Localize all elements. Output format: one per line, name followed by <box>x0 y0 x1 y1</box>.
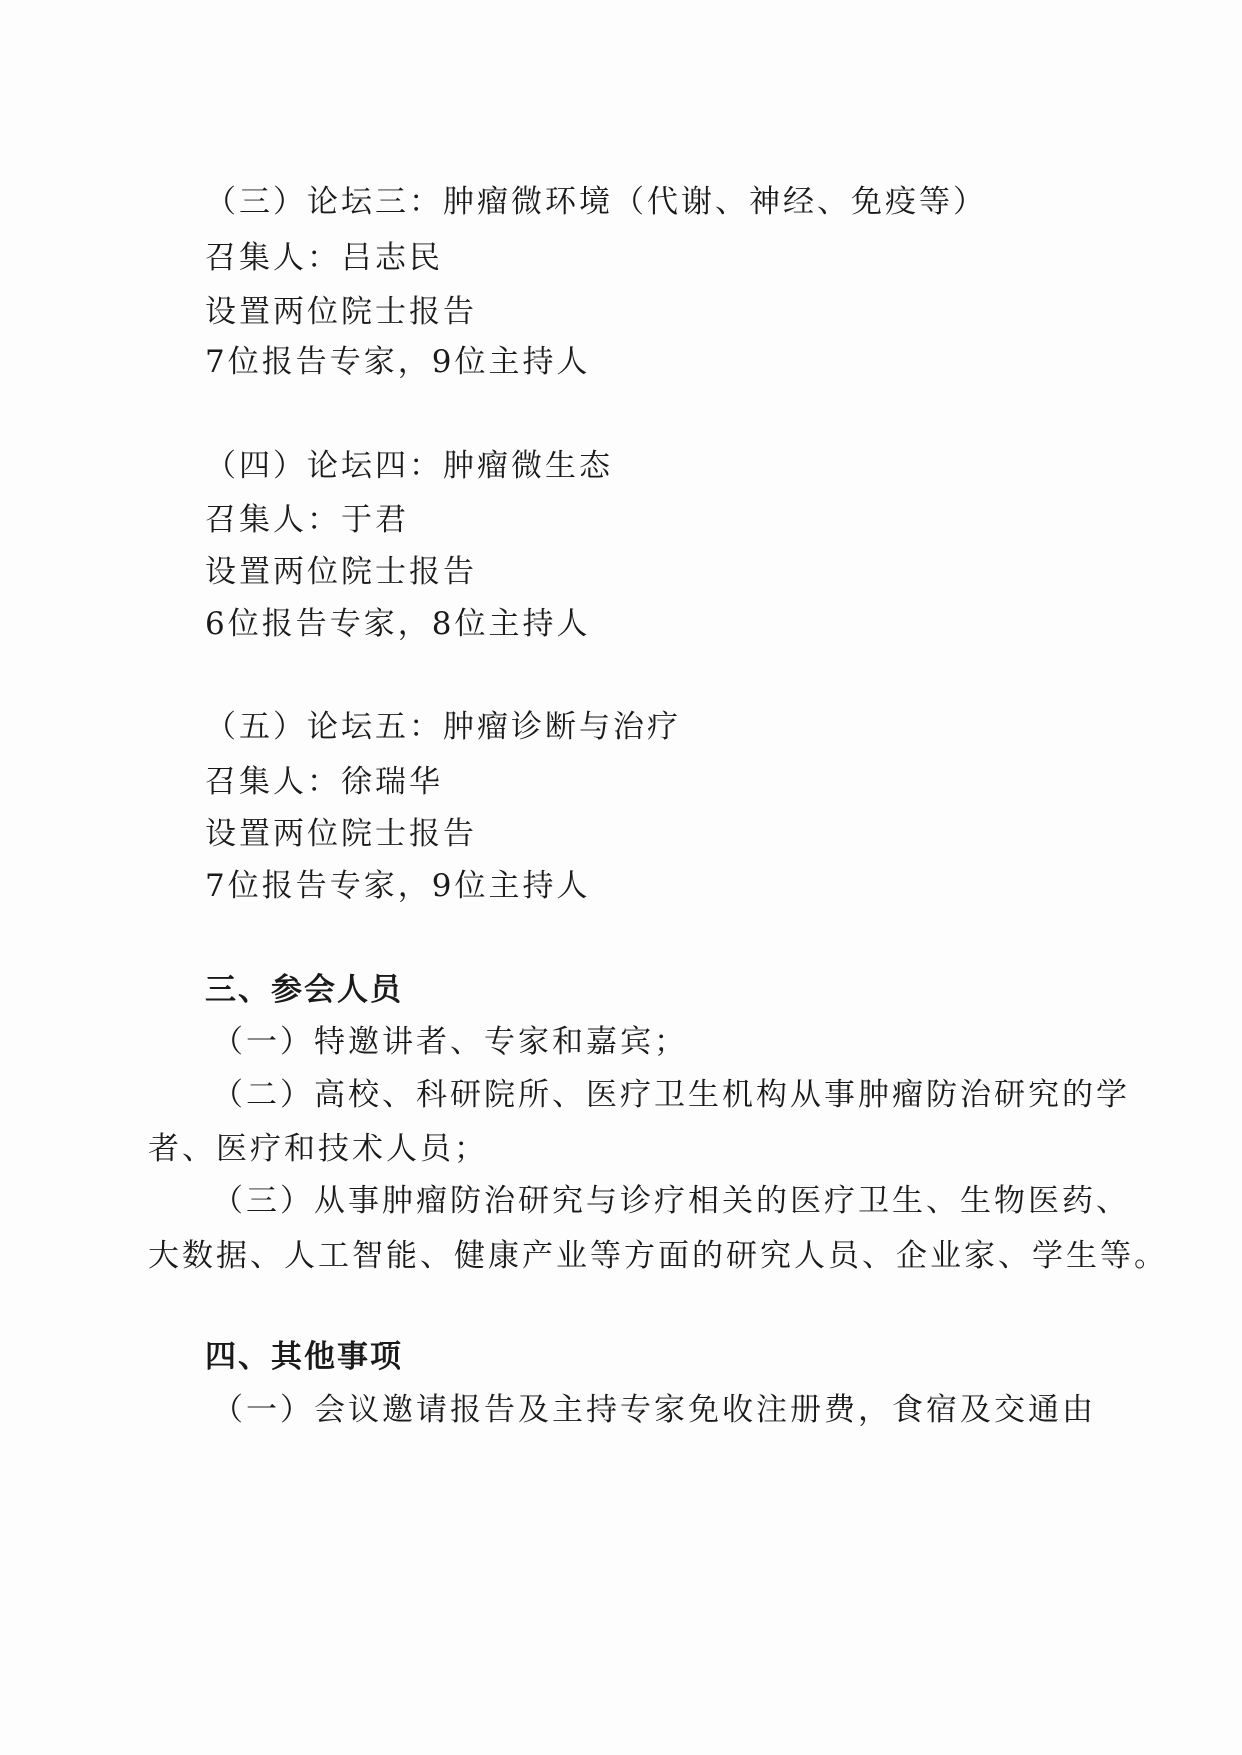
forum3-experts: 7位报告专家，9位主持人 <box>205 344 591 380</box>
forum3-title: （三）论坛三：肿瘤微环境（代谢、神经、免疫等） <box>205 184 987 220</box>
forum4-experts: 6位报告专家，8位主持人 <box>205 606 591 642</box>
section3-item3-line2: 大数据、人工智能、健康产业等方面的研究人员、企业家、学生等。 <box>148 1238 1168 1274</box>
forum4-convener: 召集人：于君 <box>205 502 409 538</box>
section3-item3-line1: （三）从事肿瘤防治研究与诊疗相关的医疗卫生、生物医药、 <box>212 1183 1130 1219</box>
section4-item1-line1: （一）会议邀请报告及主持专家免收注册费，食宿及交通由 <box>212 1392 1096 1428</box>
section3-item1: （一）特邀讲者、专家和嘉宾； <box>212 1024 688 1060</box>
section4-heading: 四、其他事项 <box>205 1339 403 1375</box>
forum4-academician: 设置两位院士报告 <box>205 554 477 590</box>
forum3-convener: 召集人：吕志民 <box>205 240 443 276</box>
section3-item2-line1: （二）高校、科研院所、医疗卫生机构从事肿瘤防治研究的学 <box>212 1077 1130 1113</box>
section3-heading: 三、参会人员 <box>205 972 403 1008</box>
forum3-academician: 设置两位院士报告 <box>205 294 477 330</box>
forum5-convener: 召集人：徐瑞华 <box>205 764 443 800</box>
forum4-title: （四）论坛四：肿瘤微生态 <box>205 448 613 484</box>
forum5-academician: 设置两位院士报告 <box>205 816 477 852</box>
forum5-experts: 7位报告专家，9位主持人 <box>205 868 591 904</box>
forum5-title: （五）论坛五：肿瘤诊断与治疗 <box>205 709 681 745</box>
section3-item2-line2: 者、医疗和技术人员； <box>148 1131 488 1167</box>
